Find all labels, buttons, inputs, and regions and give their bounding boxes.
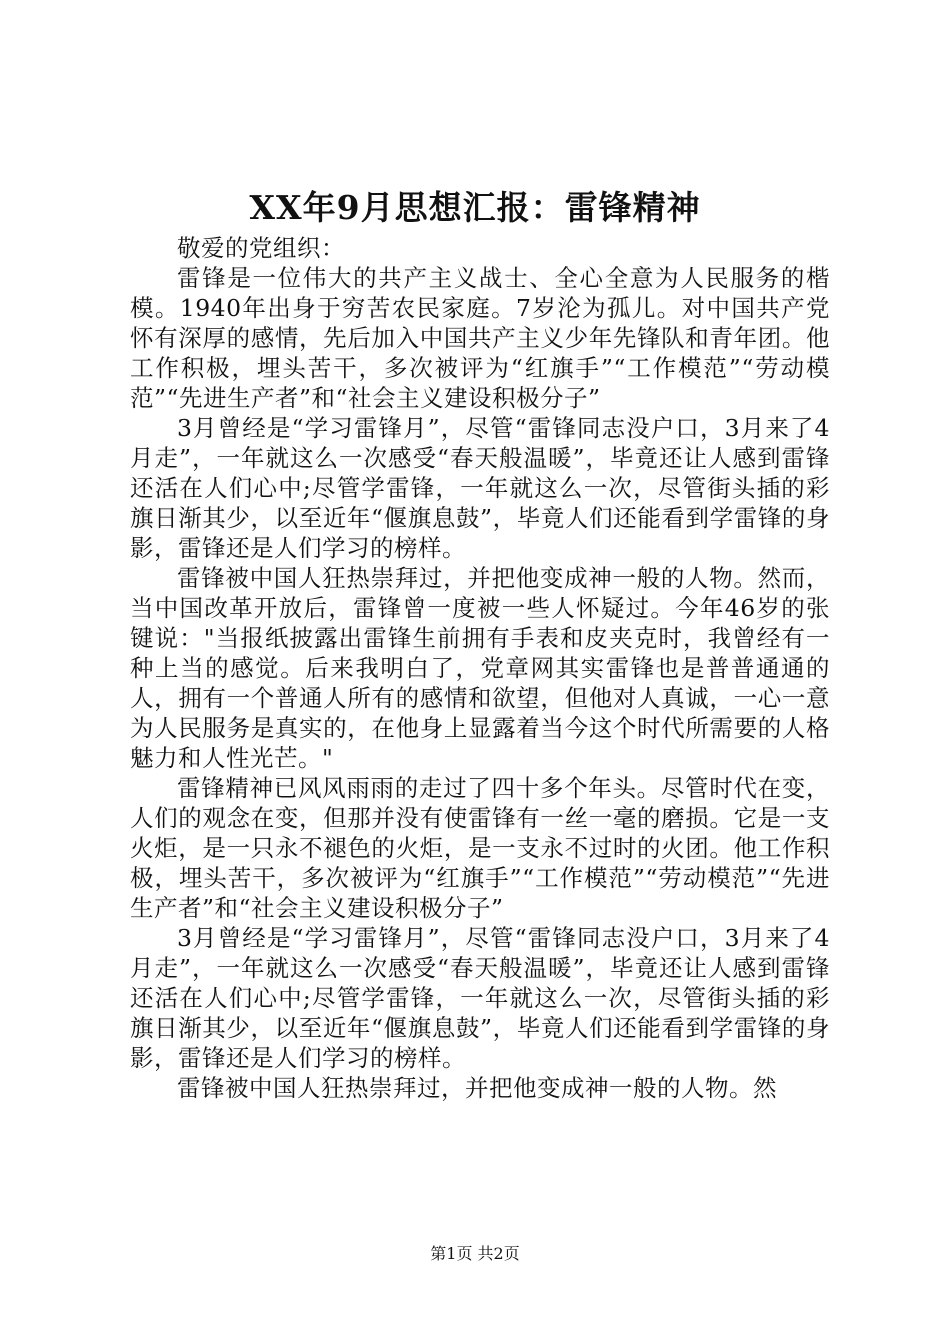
document-body bbox=[130, 233, 830, 1103]
paragraph: 3月曾经是“学习雷锋月”，尽管“雷锋同志没户口，3月来了4月走”，一年就这么一次感受“春天般温暖”，毕竟还让人感到雷锋还活在人们心中;尽管学雷锋，一年就这么一次，尽管街头插的彩旗日渐其少，以至近年“偃旗息鼓”，毕竟人们还能看到学雷锋的身影，雷锋还是人们学习的榜样。 bbox=[130, 924, 830, 1072]
paragraph: 3月曾经是“学习雷锋月”，尽管“雷锋同志没户口，3月来了4月走”，一年就这么一次感受“春天般温暖”，毕竟还让人感到雷锋还活在人们心中;尽管学雷锋，一年就这么一次，尽管街头插的彩旗日渐其少，以至近年“偃旗息鼓”，毕竟人们还能看到学雷锋的身影，雷锋还是人们学习的榜样。 bbox=[130, 414, 830, 562]
paragraph: 雷锋是一位伟大的共产主义战士、全心全意为人民服务的楷模。1940年出身于穷苦农民家庭。7岁沦为孤儿。对中国共产党怀有深厚的感情，先后加入中国共产主义少年先锋队和青年团。他工作积极，埋头苦干，多次被评为“红旗手”“工作模范”“劳动模范”“先进生产者”和“社会主义建设积极分子” bbox=[130, 264, 830, 412]
paragraph: 雷锋精神已风风雨雨的走过了四十多个年头。尽管时代在变，人们的观念在变，但那并没有使雷锋有一丝一毫的磨损。它是一支火炬，是一只永不褪色的火炬，是一支永不过时的火团。他工作积极，埋头苦干，多次被评为“红旗手”“工作模范”“劳动模范”“先进生产者”和“社会主义建设积极分子” bbox=[130, 774, 830, 922]
paragraph: 雷锋被中国人狂热崇拜过，并把他变成神一般的人物。然而，当中国改革开放后，雷锋曾一度被一些人怀疑过。今年46岁的张键说："当报纸披露出雷锋生前拥有手表和皮夹克时，我曾经有一种上当的感觉。后来我明白了，党章网其实雷锋也是普普通通的人，拥有一个普通人所有的感情和欲望，但他对人真诚，一心一意为人民服务是真实的，在他身上显露着当今这个时代所需要的人格魅力和人性光芒。" bbox=[130, 564, 830, 772]
document-title: XX年9月思想汇报：雷锋精神 bbox=[249, 188, 701, 227]
salutation: 敬爱的党组织： bbox=[177, 234, 345, 262]
page-number-footer: 第1页 共2页 bbox=[430, 1244, 520, 1263]
paragraph: 雷锋被中国人狂热崇拜过，并把他变成神一般的人物。然 bbox=[177, 1074, 777, 1102]
